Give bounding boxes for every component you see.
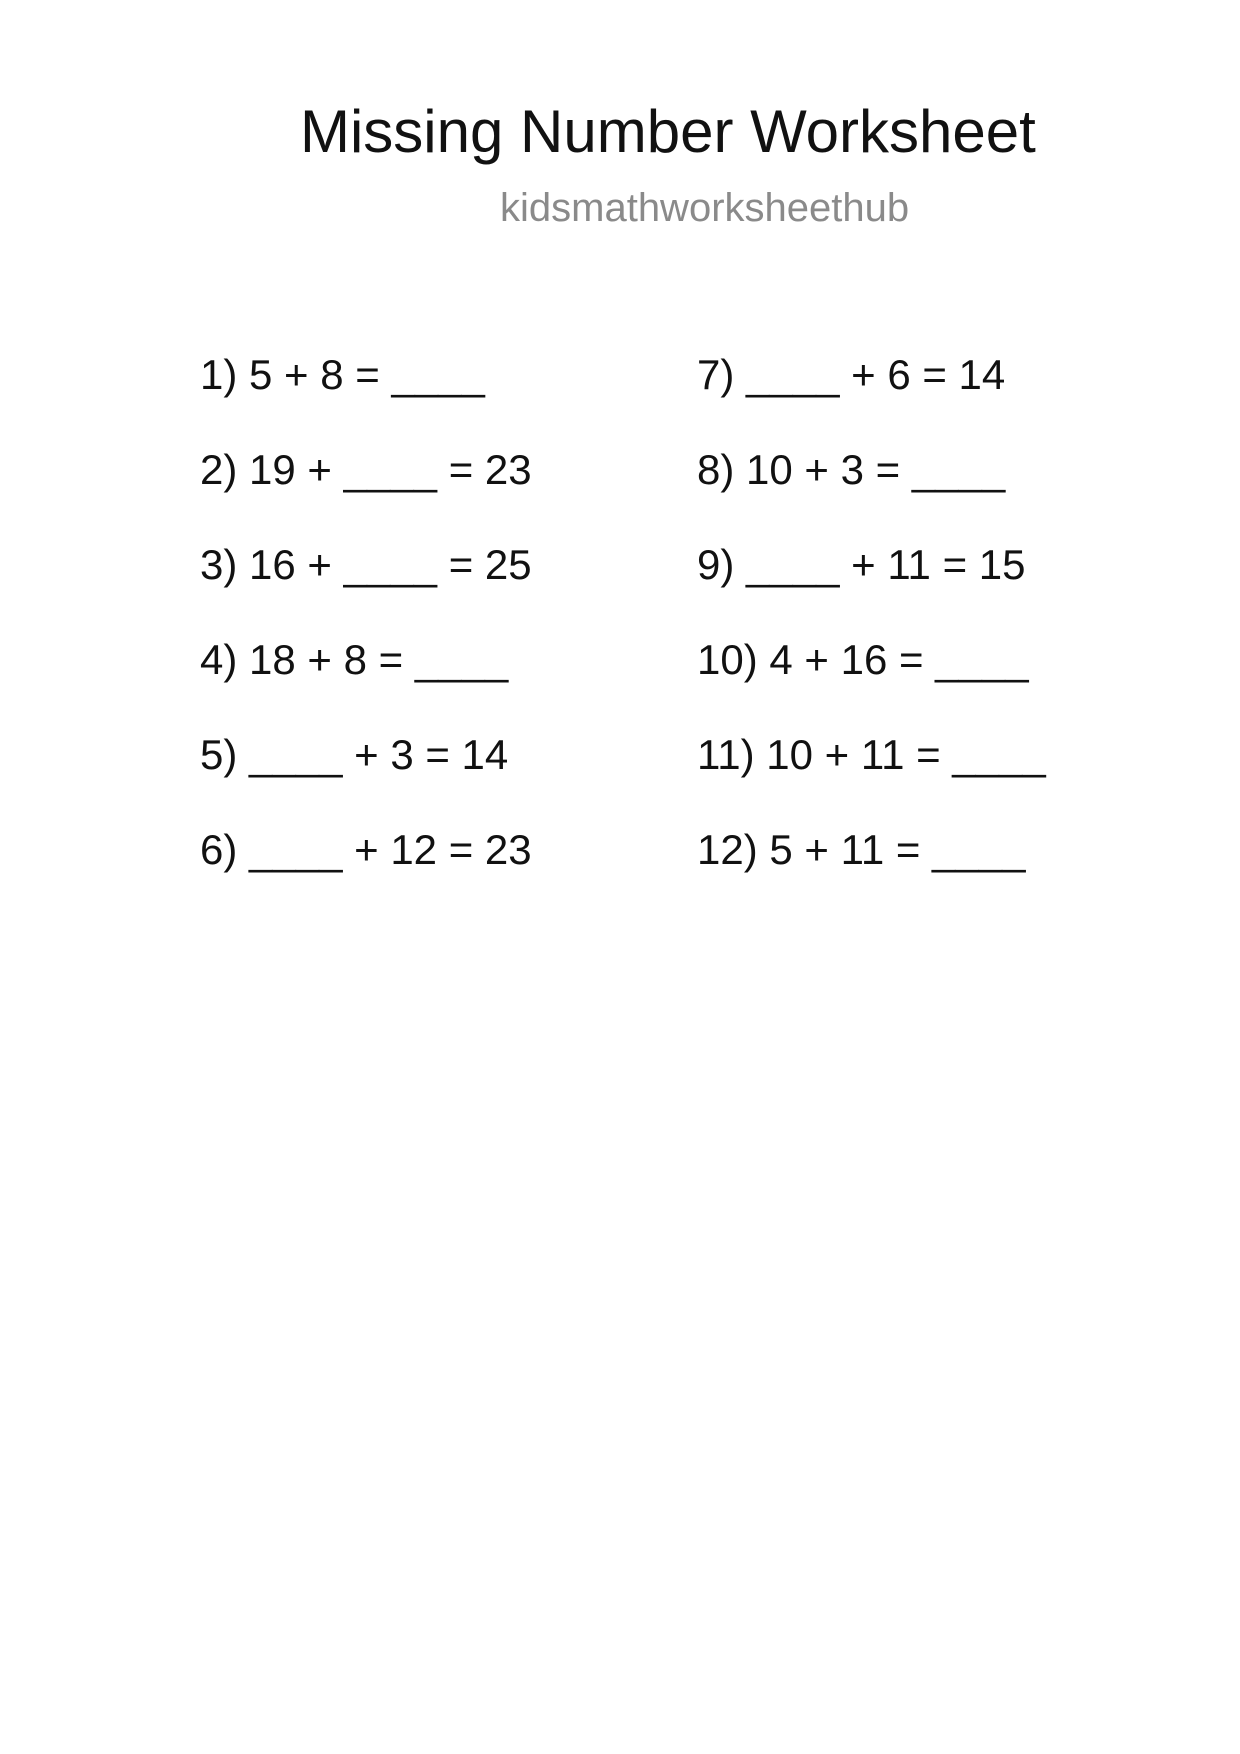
problem-9: 9) ____ + 11 = 15 bbox=[697, 541, 1026, 588]
problem-7: 7) ____ + 6 = 14 bbox=[697, 351, 1006, 398]
problem-4: 4) 18 + 8 = ____ bbox=[200, 636, 509, 683]
problem-8: 8) 10 + 3 = ____ bbox=[697, 446, 1006, 493]
page-title: Missing Number Worksheet bbox=[300, 98, 1036, 165]
problem-2: 2) 19 + ____ = 23 bbox=[200, 446, 532, 493]
page-subtitle: kidsmathworksheethub bbox=[500, 186, 910, 230]
problems-grid bbox=[200, 348, 1194, 918]
problem-3: 3) 16 + ____ = 25 bbox=[200, 541, 532, 588]
problem-11: 11) 10 + 11 = ____ bbox=[697, 731, 1046, 778]
problem-6: 6) ____ + 12 = 23 bbox=[200, 826, 532, 873]
problem-5: 5) ____ + 3 = 14 bbox=[200, 731, 509, 778]
problem-12: 12) 5 + 11 = ____ bbox=[697, 826, 1026, 873]
problem-1: 1) 5 + 8 = ____ bbox=[200, 351, 485, 398]
problem-10: 10) 4 + 16 = ____ bbox=[697, 636, 1029, 683]
